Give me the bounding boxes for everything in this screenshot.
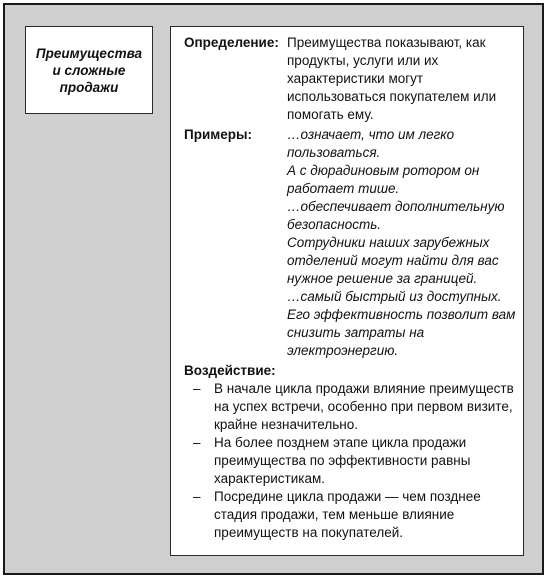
effect-list bbox=[184, 380, 519, 542]
example-item: Сотрудники наших зарубежных отделений могут найти для вас нужное решение за границей. bbox=[287, 235, 499, 286]
page-frame bbox=[3, 3, 544, 575]
sidebar-title-line: и сложные bbox=[52, 62, 126, 78]
effect-label: Воздействие: bbox=[184, 363, 276, 378]
effect-item-text: В начале цикла продажи влияние преимуществ на успех встречи, особенно при первом визите, крайне незначительно. bbox=[214, 381, 514, 432]
examples-list bbox=[287, 126, 519, 360]
example-item: …самый быстрый из доступных. bbox=[287, 289, 502, 304]
example-item: …обеспечивает дополнительную безопасность. bbox=[287, 199, 505, 232]
dash-marker: – bbox=[193, 381, 201, 396]
effect-item-text: На более позднем этапе цикла продажи преимущества по эффективности равны характеристикам. bbox=[214, 435, 471, 486]
sidebar-box bbox=[25, 26, 153, 114]
definition-label: Определение: bbox=[184, 35, 279, 50]
content-box bbox=[170, 26, 524, 556]
effect-item bbox=[184, 488, 519, 542]
sidebar-title bbox=[36, 45, 142, 96]
effect-item-text: Посредине цикла продажи — чем позднее стадия продажи, тем меньше влияние преимуществ на покупателей. bbox=[214, 489, 481, 540]
example-item: …означает, что им легко пользоваться. bbox=[287, 127, 455, 160]
definition-text: Преимущества показывают, как продукты, услуги или их характеристики могут использоваться покупателем или помогать ему. bbox=[287, 35, 497, 122]
dash-marker: – bbox=[193, 435, 201, 450]
dash-marker: – bbox=[193, 489, 201, 504]
example-item: А с дюрадиновым ротором он работает тише. bbox=[287, 163, 480, 196]
effect-item bbox=[184, 380, 519, 434]
sidebar-title-line: Преимущества bbox=[35, 45, 143, 61]
example-item: Его эффективность позволит вам снизить затраты на электроэнергию. bbox=[287, 307, 516, 358]
sidebar-title-line: продажи bbox=[59, 79, 119, 95]
examples-label: Примеры: bbox=[184, 127, 253, 142]
effect-item bbox=[184, 434, 519, 488]
